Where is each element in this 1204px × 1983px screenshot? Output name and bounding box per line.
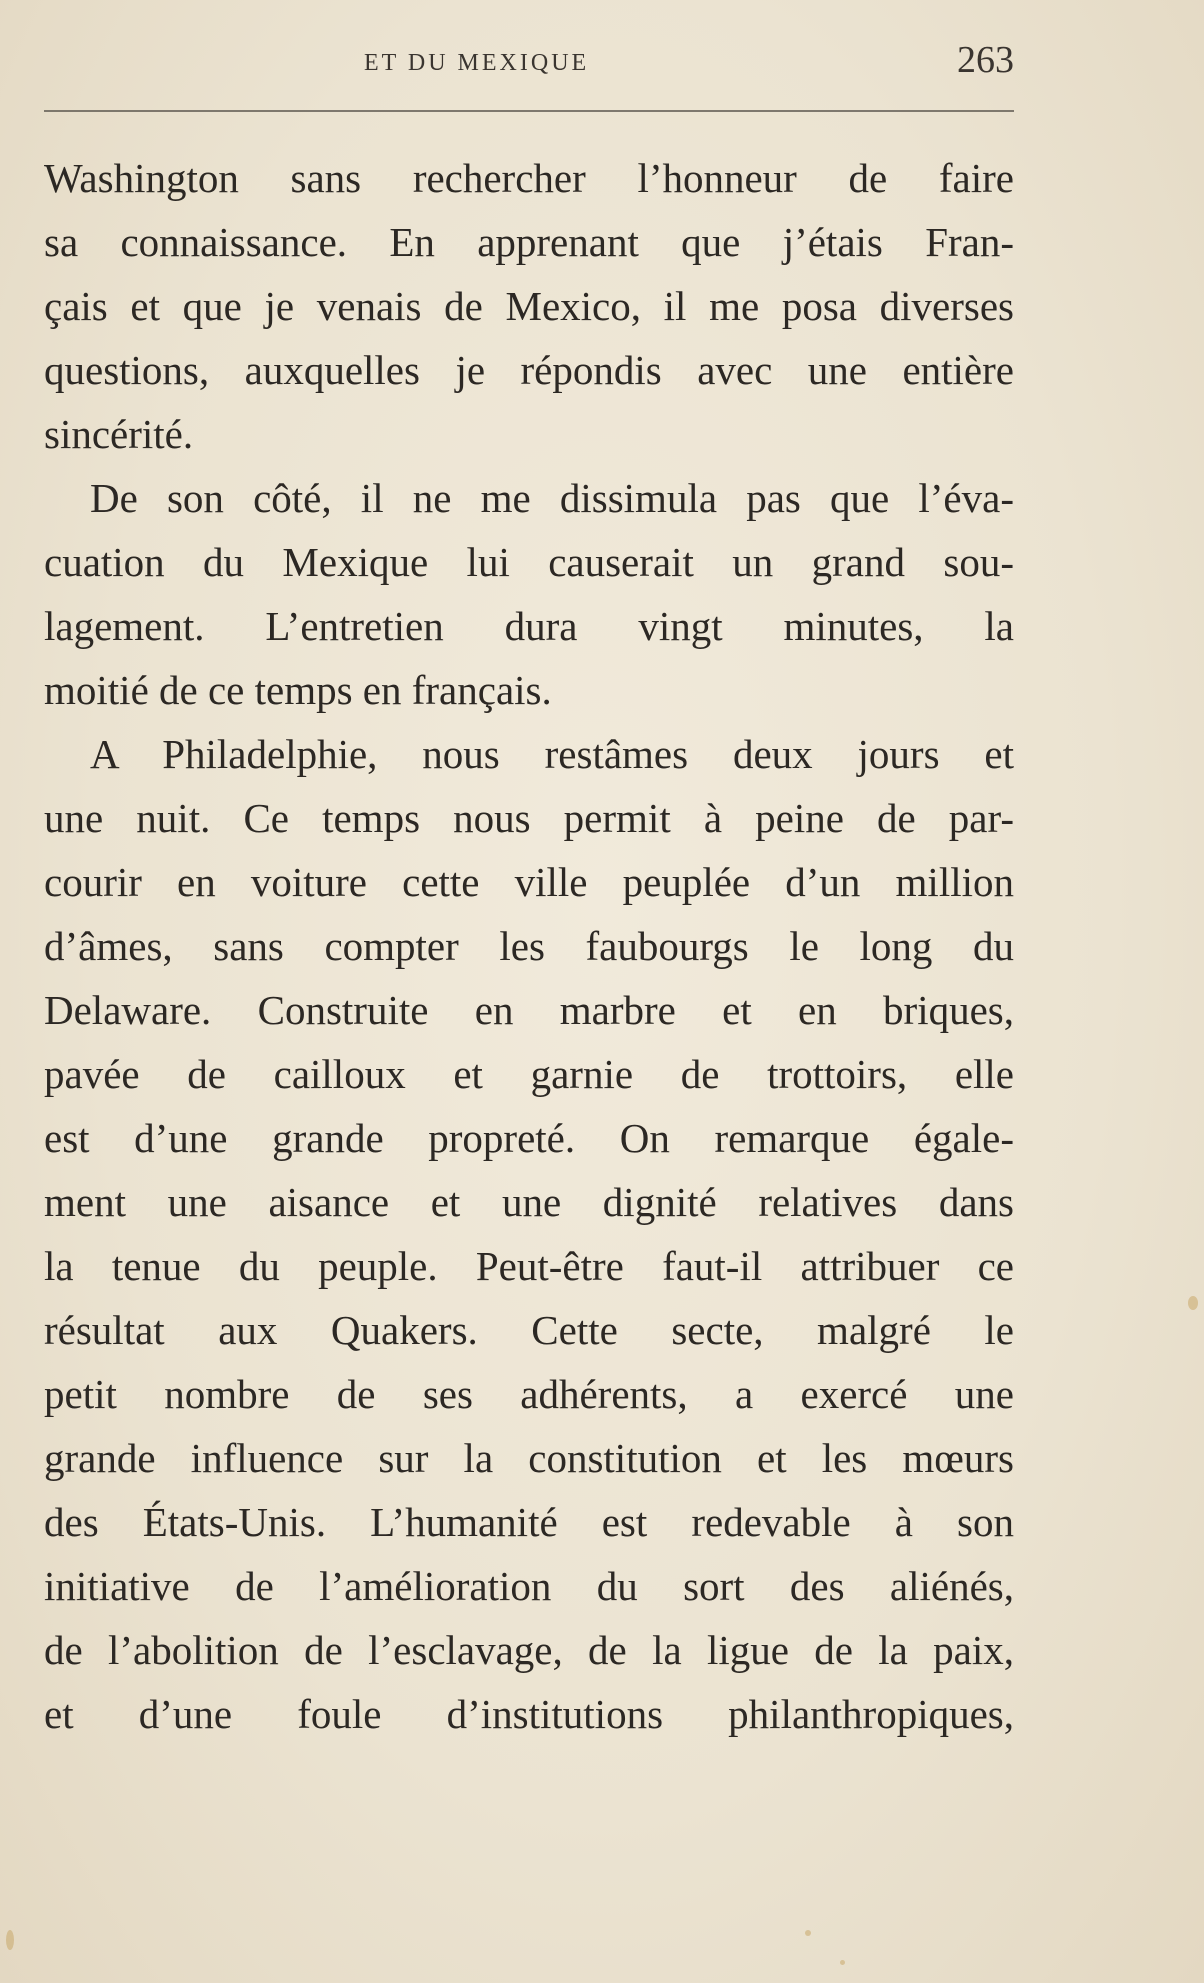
text-line: petit nombre de ses adhérents, a exercé une: [44, 1371, 1014, 1417]
text-line: A Philadelphie, nous restâmes deux jours et: [90, 731, 1014, 777]
text-line: Delaware. Construite en marbre et en briques,: [44, 987, 1014, 1033]
header-rule: [44, 110, 1014, 112]
text-line: pavée de cailloux et garnie de trottoirs, elle: [44, 1051, 1014, 1097]
paper-speck: [6, 1930, 14, 1950]
text-line: moitié de ce temps en français.: [44, 667, 552, 713]
text-line: de l’abolition de l’esclavage, de la ligue de la paix,: [44, 1627, 1014, 1673]
text-line: lagement. L’entretien dura vingt minutes, la: [44, 603, 1014, 649]
body-text: [44, 146, 1014, 1746]
text-line: grande influence sur la constitution et les mœurs: [44, 1435, 1014, 1481]
text-line: une nuit. Ce temps nous permit à peine de par-: [44, 795, 1014, 841]
text-line: çais et que je venais de Mexico, il me posa diverses: [44, 283, 1014, 329]
text-line: questions, auxquelles je répondis avec une entière: [44, 347, 1014, 393]
running-head: ET DU MEXIQUE: [364, 50, 590, 76]
text-line: cuation du Mexique lui causerait un grand sou-: [44, 539, 1014, 585]
text-line: sincérité.: [44, 411, 194, 457]
text-line: ment une aisance et une dignité relatives dans: [44, 1179, 1014, 1225]
paper-speck: [1188, 1296, 1198, 1310]
text-line: et d’une foule d’institutions philanthropiques,: [44, 1691, 1014, 1737]
paragraph: [44, 722, 1014, 1746]
text-line: d’âmes, sans compter les faubourgs le long du: [44, 923, 1014, 969]
text-line: des États-Unis. L’humanité est redevable à son: [44, 1499, 1014, 1545]
text-line: est d’une grande propreté. On remarque égale-: [44, 1115, 1014, 1161]
paper-speck: [805, 1930, 811, 1936]
text-line: la tenue du peuple. Peut-être faut-il attribuer ce: [44, 1243, 1014, 1289]
text-line: initiative de l’amélioration du sort des aliénés,: [44, 1563, 1014, 1609]
page-number: 263: [957, 39, 1014, 81]
paper-speck: [840, 1960, 845, 1965]
text-line: Washington sans rechercher l’honneur de faire: [44, 155, 1014, 201]
paragraph: [44, 146, 1014, 466]
page-header: [44, 36, 1014, 92]
text-line: De son côté, il ne me dissimula pas que l’éva-: [90, 475, 1014, 521]
text-line: courir en voiture cette ville peuplée d’un million: [44, 859, 1014, 905]
paragraph: [44, 466, 1014, 722]
text-line: sa connaissance. En apprenant que j’étais Fran-: [44, 219, 1014, 265]
text-line: résultat aux Quakers. Cette secte, malgré le: [44, 1307, 1014, 1353]
